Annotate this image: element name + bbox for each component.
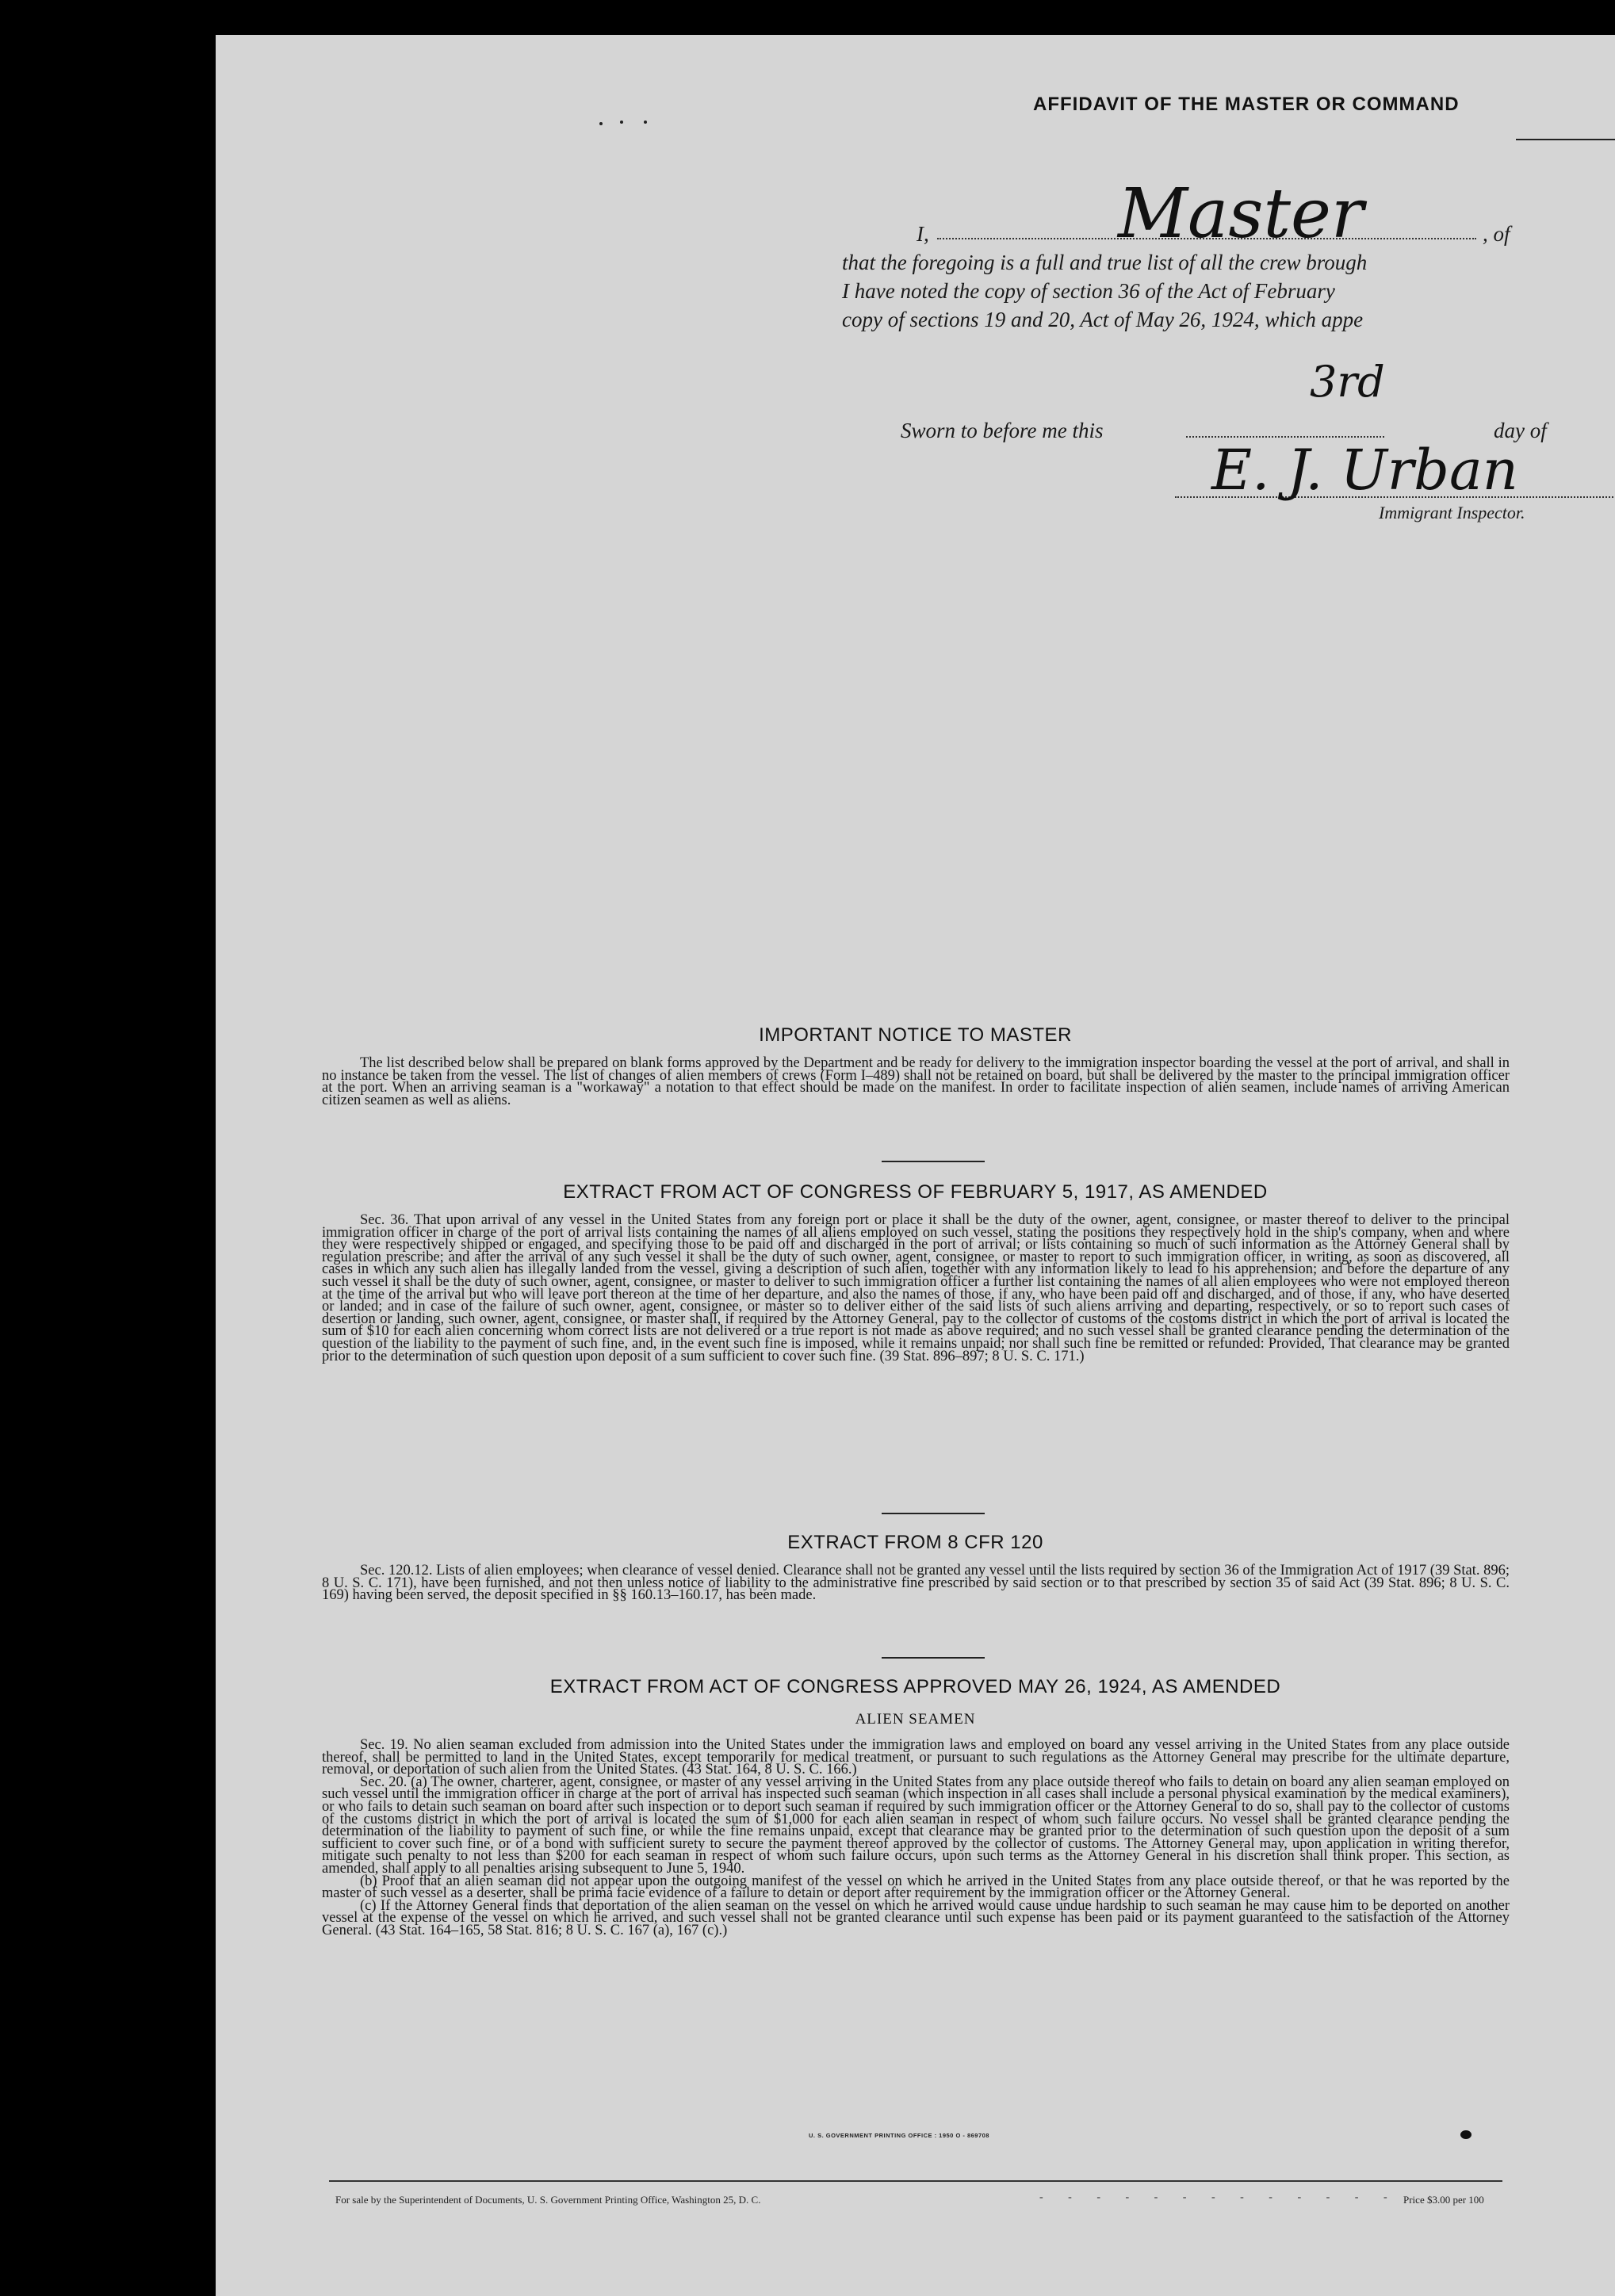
speck xyxy=(644,121,647,124)
handwritten-name: Master xyxy=(1118,174,1364,254)
sec-20a-paragraph: Sec. 20. (a) The owner, charterer, agent, consignee, or master of any vessel arriving in the United States from any place outside thereof who fails to detain on board any alien seaman employed on such vessel until the immigration officer in charge at the port of arrival has inspected such seaman (which inspection in all cases shall include a personal physical examination by the medical examiners), or who fails to detain such seaman on board after such inspection or to deport such seaman if required by such immigration officer or the Attorney General to do so, shall pay to the collector of customs of the customs district in which the port of arrival is located the sum of $1,000 for each alien seaman in respect of whom such failure occurs. No vessel shall be granted clearance pending the determination of the liability to payment of such fine, or while the fine remains unpaid, except that clearance may be granted prior to the determination of such question upon the deposit of a sum sufficient to cover such fine, or of a bond with sufficient surety to secure the payment thereof approved by the collector of customs. The Attorney General may, upon application in writing therefor, mitigate such penalty to not less than $200 for each seaman in respect of whom such failure occurs, upon such terms as the Attorney General in his discretion shall think proper. This section, as amended, shall apply to all penalties arising subsequent to June 5, 1940. xyxy=(322,1774,1510,1877)
handwritten-signature: E. J. Urban xyxy=(1211,438,1518,503)
affidavit-rule xyxy=(1516,139,1615,140)
sworn-label: Sworn to before me this xyxy=(901,419,1104,442)
affidavit-line4: copy of sections 19 and 20, Act of May 26, 1924, which appe xyxy=(842,308,1364,331)
extract-1924-text xyxy=(322,1739,1510,1938)
affidavit-line1-prefix: I, xyxy=(917,222,929,246)
speck xyxy=(620,121,623,124)
affidavit-line3: I have noted the copy of section 36 of the Act of February xyxy=(842,279,1335,303)
extract-cfr-title: EXTRACT FROM 8 CFR 120 xyxy=(787,1532,1043,1553)
footer-price: Price $3.00 per 100 xyxy=(1403,2194,1484,2206)
document-page xyxy=(216,35,1615,2296)
gpo-imprint: U. S. GOVERNMENT PRINTING OFFICE : 1950 O - 869708 xyxy=(809,2132,989,2139)
footer-rule xyxy=(329,2180,1502,2182)
notice-paragraph: The list described below shall be prepared on blank forms approved by the Department and be ready for delivery to the immigration inspector boarding the vessel at the port of arrival, and shall in no instance be taken from the vessel. The list of changes of alien members of crews (Form I–489) shall not be retained on board, but shall be delivered by the master to the principal immigration officer at the port. When an arriving seaman is a "workaway" a notation to that effect should be made on the manifest. In order to facilitate inspection of alien seamen, include names of arriving American citizen seamen as well as aliens. xyxy=(322,1055,1510,1108)
ink-blot xyxy=(1460,2130,1471,2139)
section-divider xyxy=(882,1657,985,1659)
section-divider xyxy=(882,1161,985,1162)
day-of-label: day of xyxy=(1494,419,1547,442)
affidavit-title: AFFIDAVIT OF THE MASTER OR COMMAND xyxy=(1033,94,1460,115)
notice-title: IMPORTANT NOTICE TO MASTER xyxy=(759,1024,1072,1046)
sec-36-paragraph: Sec. 36. That upon arrival of any vessel in the United States from any foreign port or place it shall be the duty of the owner, agent, consignee, or master thereof to deliver to the principal immigration officer in charge of the port of arrival lists containing the names of all aliens employed on such vessel, stating the positions they respectively hold in the ship's company, when and where they were respectively shipped or engaged, and specifying those to be paid off and discharged in the port of arrival; or lists containing so much of such information as the Attorney General shall by regulation prescribe; and after the arrival of any such vessel it shall be the duty of such owner, agent, consignee, or master to report to such immigration officer, in writing, as soon as discovered, all cases in which any such alien has illegally landed from the vessel, giving a description of such alien, together with any information likely to lead to his apprehension; and before the departure of any such vessel it shall be the duty of such owner, agent, consignee, or master to deliver to such immigration officer a further list containing the names of all alien employees who were not employed thereon at the time of the arrival but who will leave port thereon at the time of her departure, and also the names of those, if any, who have been paid off and discharged, and of those, if any, who have deserted or landed; and in case of the failure of such owner, agent, consignee, or master so to deliver either of the said lists of such aliens arriving and departing, respectively, or so to report such cases of desertion or landing, such owner, agent, consignee, or master shall, if required by the Attorney General, pay to the collector of customs of the costoms district in which the port of arrival is located the sum of $10 for each alien concerning whom correct lists are not delivered or a true report is not made as above required; and no such vessel shall be granted clearance pending the determination of the question of the liability to the payment of such fine, and, in the event such fine is imposed, while it remains unpaid; nor shall such fine be remitted or refunded: Provided, That clearance may be granted prior to the determination of such question upon deposit of a sum sufficient to cover such fine. (39 Stat. 896–897; 8 U. S. C. 171.) xyxy=(322,1212,1510,1364)
speck xyxy=(599,122,603,125)
sec-20c-paragraph: (c) If the Attorney General finds that deportation of the alien seaman on the vessel on which he arrived would cause undue hardship to such seaman he may cause him to be deported on another vessel at the expense of the vessel on which he arrived, and such vessel shall not be granted clearance until such expense has been paid or its payment guaranteed to the satisfaction of the Attorney General. (43 Stat. 164–165, 58 Stat. 816; 8 U. S. C. 167 (a), 167 (c).) xyxy=(322,1897,1510,1938)
extract-cfr-text xyxy=(322,1565,1510,1602)
section-divider xyxy=(882,1513,985,1514)
extract-1924-title: EXTRACT FROM ACT OF CONGRESS APPROVED MAY 26, 1924, AS AMENDED xyxy=(549,1676,1281,1697)
extract-1917-text xyxy=(322,1212,1510,1364)
handwritten-day: 3rd xyxy=(1310,357,1385,407)
footer-leader-dashes: - - - - - - - - - - - - - xyxy=(1039,2191,1399,2203)
footer-sale-note: For sale by the Superintendent of Documents, U. S. Government Printing Office, Washington 25, D. C. xyxy=(335,2194,761,2206)
sec-120-12-paragraph: Sec. 120.12. Lists of alien employees; when clearance of vessel denied. Clearance shall not be granted any vessel until the lists required by section 36 of the Immigration Act of 1917 (39 Stat. 896; 8 U. S. C. 171), have been furnished, and not then unless notice of liability to the administrative fine prescribed by said section or to that prescribed by section 35 of said Act (39 Stat. 896; 8 U. S. C. 169) having been served, the deposit specified in §§ 160.13–160.17, has been made. xyxy=(322,1563,1510,1604)
affidavit-line1-suffix: , of xyxy=(1483,222,1510,246)
alien-seamen-subtitle: ALIEN SEAMEN xyxy=(855,1711,976,1728)
inspector-label: Immigrant Inspector. xyxy=(1379,503,1525,522)
extract-1917-title: EXTRACT FROM ACT OF CONGRESS OF FEBRUARY 5, 1917, AS AMENDED xyxy=(563,1181,1268,1203)
affidavit-line2: that the foregoing is a full and true list of all the crew brough xyxy=(842,251,1368,274)
sec-20b-paragraph: (b) Proof that an alien seaman did not appear upon the outgoing manifest of the vessel on which he arrived in the United States from any place outside thereof, or that he was reported by the master of such vessel as a deserter, shall be prima facie evidence of a failure to detain or deport after requirement by the immigration officer or the Attorney General. xyxy=(322,1873,1510,1902)
notice-text xyxy=(322,1055,1510,1108)
sec-19-paragraph: Sec. 19. No alien seaman excluded from admission into the United States under the immigration laws and employed on board any vessel arriving in the United States from any place outside thereof, shall be permitted to land in the United States, except temporarily for medical treatment, or pursuant to such regulations as the Attorney General may prescribe for the ultimate departure, removal, or deportation of such alien from the United States. (43 Stat. 164, 8 U. S. C. 166.) xyxy=(322,1737,1510,1778)
